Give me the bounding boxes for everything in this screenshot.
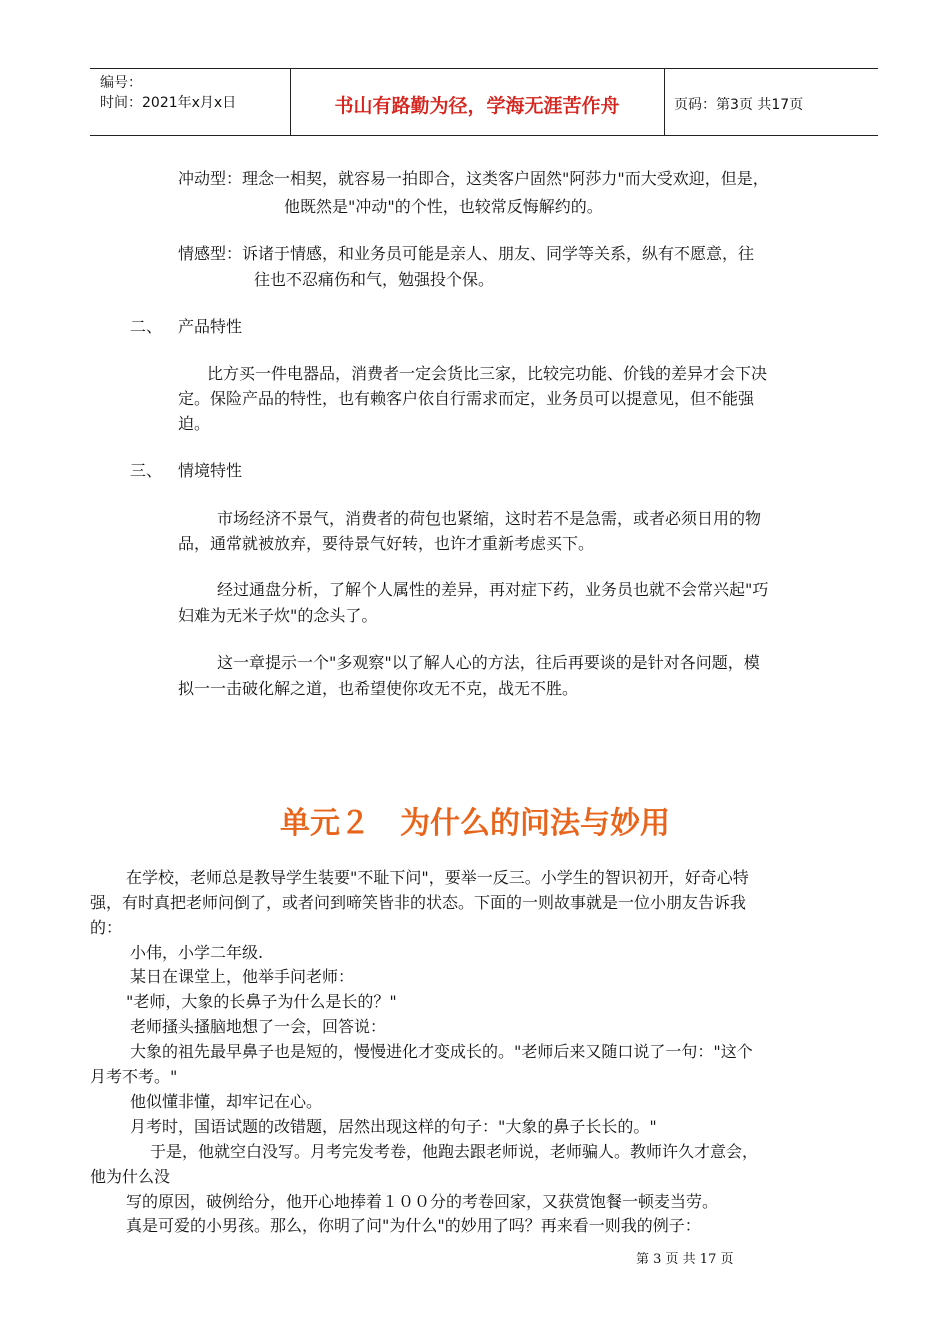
emotional-type-line-1: 情感型：诉诸于情感，和业务员可能是亲人、朋友、同学等关系，纵有不愿意，往	[178, 244, 755, 263]
story-line-1: 在学校，老师总是教导学生装要"不耻下问"，要举一反三。小学生的智识初开，好奇心特	[126, 868, 749, 887]
header-meta-cell	[90, 69, 291, 135]
header-motto-cell	[290, 69, 665, 135]
story-line-8: 大象的祖先最早鼻子也是短的，慢慢进化才变成长的。"老师后来又随口说了一句："这个	[130, 1042, 753, 1061]
page-footer: 第 3 页 共 17 页	[636, 1252, 734, 1267]
unit-title: 单元２ 为什么的问法与妙用	[280, 806, 670, 841]
impulsive-type-line-2: 他既然是"冲动"的个性，也较常反悔解约的。	[284, 197, 603, 216]
product-paragraph-line-1: 比方买一件电器品，消费者一定会货比三家，比较完功能、价钱的差异才会下决	[207, 364, 768, 383]
emotional-type-line-2: 往也不忍痛伤和气，勉强投个保。	[254, 270, 495, 289]
header-page-cell	[664, 69, 878, 135]
analysis-paragraph-line-2: 妇难为无米子炊"的念头了。	[178, 606, 378, 625]
page-header-table	[90, 68, 878, 136]
product-paragraph-line-2: 定。保险产品的特性，也有赖客户依自行需求而定，业务员可以提意见，但不能强	[178, 389, 755, 408]
story-line-5: 某日在课堂上，他举手问老师：	[130, 967, 355, 986]
chapter-summary-line-2: 拟一一击破化解之道，也希望使你攻无不克，战无不胜。	[178, 679, 579, 698]
serial-label: 编号：	[100, 75, 142, 91]
time-label: 时间：2021年x月x日	[100, 95, 237, 111]
story-line-2: 强，有时真把老师问倒了，或者问到啼笑皆非的状态。下面的一则故事就是一位小朋友告诉我	[90, 893, 747, 912]
story-line-12: 于是，他就空白没写。月考完发考卷，他跑去跟老师说，老师骗人。教师许久才意会，	[150, 1142, 759, 1161]
story-line-10: 他似懂非懂，却牢记在心。	[130, 1092, 323, 1111]
section-two-number: 二、	[130, 317, 163, 336]
situation-paragraph-line-2: 品，通常就被放弃，要待景气好转，也许才重新考虑买下。	[178, 534, 595, 553]
header-motto: 书山有路勤为径，学海无涯苦作舟	[334, 95, 620, 117]
section-two-heading: 产品特性	[178, 317, 243, 336]
story-line-11: 月考时，国语试题的改错题，居然出现这样的句子："大象的鼻子长长的。"	[130, 1117, 657, 1136]
header-page-info: 页码：第3页 共17页	[674, 97, 804, 113]
story-line-13: 他为什么没	[90, 1167, 171, 1186]
story-line-14: 写的原因，破例给分，他开心地捧着１００分的考卷回家，又获赏饱餐一顿麦当劳。	[126, 1192, 719, 1211]
impulsive-type-line-1: 冲动型：理念一相契，就容易一拍即合，这类客户固然"阿莎力"而大受欢迎，但是，	[178, 169, 769, 188]
story-line-9: 月考不考。"	[90, 1067, 178, 1086]
story-line-7: 老师搔头搔脑地想了一会，回答说：	[130, 1017, 387, 1036]
product-paragraph-line-3: 迫。	[178, 414, 211, 433]
story-line-15: 真是可爱的小男孩。那么，你明了问"为什么"的妙用了吗？再来看一则我的例子：	[126, 1216, 701, 1235]
section-three-heading: 情境特性	[178, 461, 243, 480]
analysis-paragraph-line-1: 经过通盘分析，了解个人属性的差异，再对症下药，业务员也就不会常兴起"巧	[217, 580, 769, 599]
story-line-3: 的：	[90, 918, 123, 937]
story-line-4: 小伟，小学二年级.	[130, 943, 264, 962]
section-three-number: 三、	[130, 461, 163, 480]
story-line-6: "老师，大象的长鼻子为什么是长的？"	[126, 992, 397, 1011]
situation-paragraph-line-1: 市场经济不景气，消费者的荷包也紧缩，这时若不是急需，或者必须日用的物	[217, 509, 762, 528]
chapter-summary-line-1: 这一章提示一个"多观察"以了解人心的方法，往后再要谈的是针对各问题，模	[217, 653, 760, 672]
